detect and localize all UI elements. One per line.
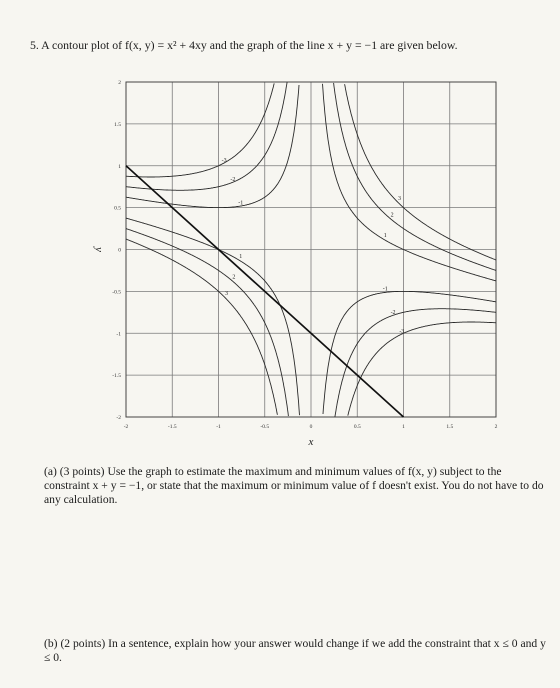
contour-level-label: -1 [238, 200, 244, 207]
contour-line [126, 229, 288, 417]
part-a-points: (3 points) [59, 465, 105, 478]
x-tick-label: 0.5 [353, 424, 361, 430]
y-tick-label: -1.5 [112, 373, 121, 380]
contour-line [126, 218, 300, 415]
part-b-text: In a sentence, explain how your answer would change if we add the constraint that x ≤ 0 and y ≤ 0. [44, 637, 546, 664]
part-b [44, 637, 549, 665]
problem-statement: A contour plot of f(x, y) = x² + 4xy and the graph of the line x + y = −1 are given below. [41, 38, 458, 52]
contour-level-label: 1 [383, 233, 387, 240]
contour-line [345, 84, 496, 260]
y-axis-label: y [93, 247, 105, 252]
x-tick-label: -2 [123, 424, 129, 430]
contour-level-label: -1 [382, 286, 388, 293]
contour-level-label: -3 [221, 157, 227, 164]
x-tick-label: 1 [402, 424, 405, 430]
problem-header [30, 38, 550, 53]
y-tick-label: 0 [118, 247, 121, 254]
contour-line [348, 322, 496, 416]
contour-level-label: 3 [398, 195, 402, 202]
x-tick-label: -1 [216, 424, 221, 430]
x-tick-label: 1.5 [446, 424, 454, 430]
y-tick-label: 1.5 [114, 121, 121, 128]
part-b-points: (2 points) [60, 637, 106, 650]
contour-level-label: 1 [239, 253, 243, 260]
contour-line [335, 309, 496, 417]
contour-level-label: -2 [390, 309, 396, 316]
y-tick-label: -2 [116, 415, 121, 421]
y-tick-label: 1 [118, 163, 121, 170]
part-a-text: Use the graph to estimate the maximum and minimum values of f(x, y) subject to the constraint x + y = −1, or state that the maximum or minimum value of f doesn't exist. You do not have to do any calculation. [44, 465, 544, 506]
contour-level-label: 3 [224, 291, 228, 298]
part-a [44, 465, 549, 507]
x-axis-label: x [308, 436, 314, 448]
contour-level-label: -2 [230, 177, 236, 184]
x-tick-label: -1.5 [167, 424, 177, 430]
contour-line [126, 82, 287, 190]
y-tick-label: 0.5 [114, 205, 121, 212]
x-tick-label: -0.5 [260, 424, 270, 430]
part-a-label: (a) [44, 465, 57, 478]
contour-level-labels [222, 158, 405, 335]
y-tick-label: 2 [118, 80, 121, 86]
contour-line [334, 83, 496, 271]
problem-number: 5. [30, 38, 39, 52]
contour-plot [93, 70, 516, 450]
contour-line [323, 84, 497, 281]
y-tick-label: -1 [116, 331, 121, 338]
contour-plot-svg [93, 70, 516, 450]
part-b-label: (b) [44, 637, 58, 650]
contour-level-label: 2 [390, 212, 394, 219]
grid [126, 82, 496, 417]
contour-level-label: -3 [399, 329, 405, 336]
contour-line [126, 83, 274, 177]
tick-labels [112, 80, 497, 430]
x-tick-label: 2 [494, 424, 498, 430]
y-tick-label: -0.5 [112, 289, 121, 296]
x-tick-label: 0 [309, 424, 313, 430]
contour-line [126, 239, 277, 415]
contour-level-label: 2 [232, 274, 236, 281]
